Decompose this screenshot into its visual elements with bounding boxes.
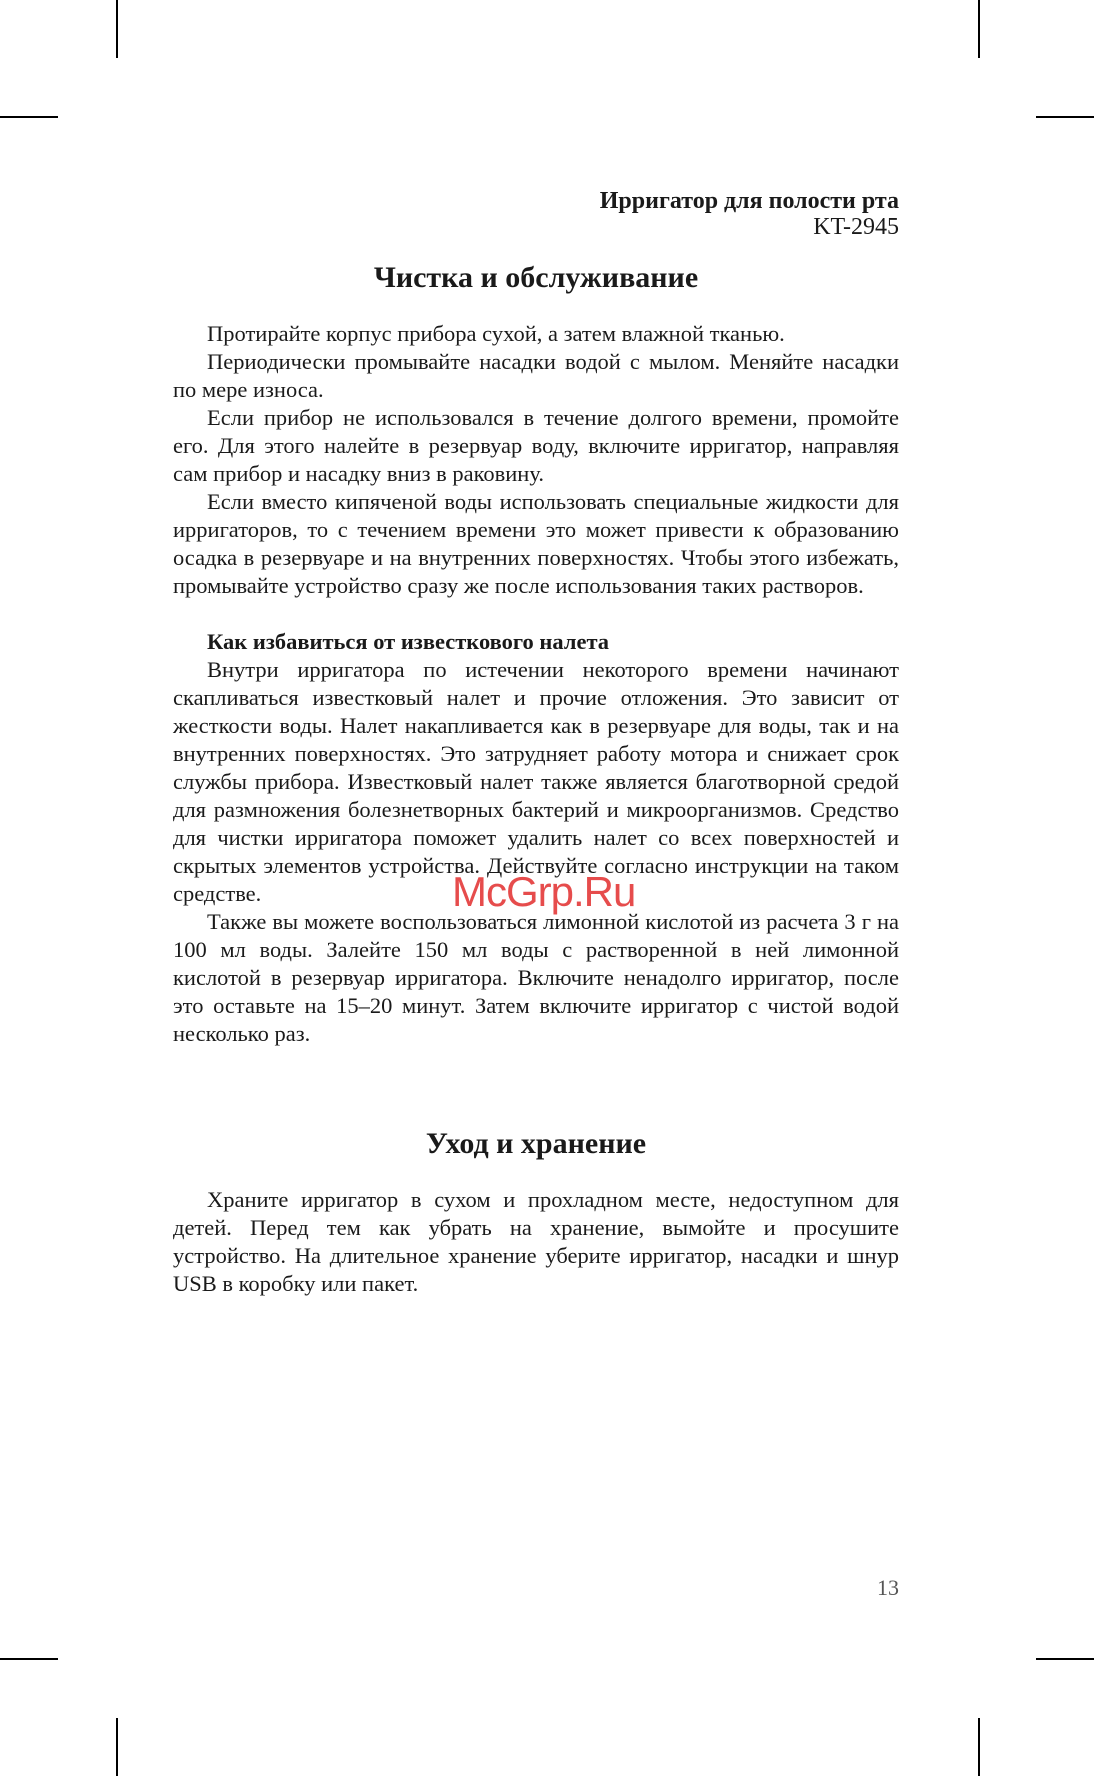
crop-mark: [0, 116, 58, 118]
crop-mark: [116, 0, 118, 58]
page-content: [173, 256, 899, 1298]
product-name: Ирригатор для полости рта: [599, 188, 899, 214]
paragraph: Протирайте корпус прибора сухой, а затем влажной тканью.: [207, 321, 785, 346]
page-header: [600, 188, 899, 240]
paragraph: Внутри ирригатора по истечении некоторого времени начинают скапливаться известковый налет и прочие отложения. Это зависит от жесткости воды. Налет накапливается как в резервуаре для воды, так и на внутренних поверхностях. Это затрудняет работу мотора и снижает срок службы прибора. Известковый налет также является благотворной средой для размножения болезнетворных бактерий и микроорганизмов. Средство для чистки ирригатора поможет удалить налет со всех поверхностей и скрытых элементов устройства. Действуйте согласно инструкции на таком средстве.: [173, 657, 899, 906]
crop-mark: [116, 1718, 118, 1776]
crop-mark: [1036, 116, 1094, 118]
section-title-cleaning: Чистка и обслуживание: [373, 261, 699, 294]
subheading-limescale: Как избавиться от известкового налета: [207, 629, 610, 654]
crop-mark: [978, 0, 980, 58]
crop-mark: [0, 1658, 58, 1660]
crop-mark: [1036, 1658, 1094, 1660]
paragraph: Если вместо кипяченой воды использовать специальные жидкости для ирригаторов, то с течением времени это может привести к образованию осадка в резервуаре и на внутренних поверхностях. Чтобы этого избежать, промывайте устройство сразу же после использования таких растворов.: [173, 489, 899, 598]
page-number: 13: [877, 1575, 899, 1600]
paragraph: Периодически промывайте насадки водой с мылом. Меняйте насадки по мере износа.: [173, 349, 899, 402]
model-number: KT-2945: [813, 214, 899, 240]
section-title-storage: Уход и хранение: [425, 1127, 647, 1160]
paragraph: Если прибор не использовался в течение долгого времени, промойте его. Для этого налейте в резервуар воду, включите ирригатор, направляя сам прибор и насадку вниз в раковину.: [173, 405, 899, 486]
paragraph: Храните ирригатор в сухом и прохладном месте, недоступном для детей. Перед тем как убрать на хранение, вымойте и просушите устройство. На длительное хранение уберите ирригатор, насадки и шнур USB в коробку или пакет.: [173, 1187, 899, 1296]
crop-mark: [978, 1718, 980, 1776]
watermark: McGrp.Ru: [452, 868, 636, 915]
paragraph: Также вы можете воспользоваться лимонной кислотой из расчета 3 г на 100 мл воды. Залейте 150 мл воды с растворенной в ней лимонной кислотой в резервуар ирригатора. Включите ненадолго ирригатор, после это оставьте на 15–20 минут. Затем включите ирригатор с чистой водой несколько раз.: [173, 909, 899, 1046]
